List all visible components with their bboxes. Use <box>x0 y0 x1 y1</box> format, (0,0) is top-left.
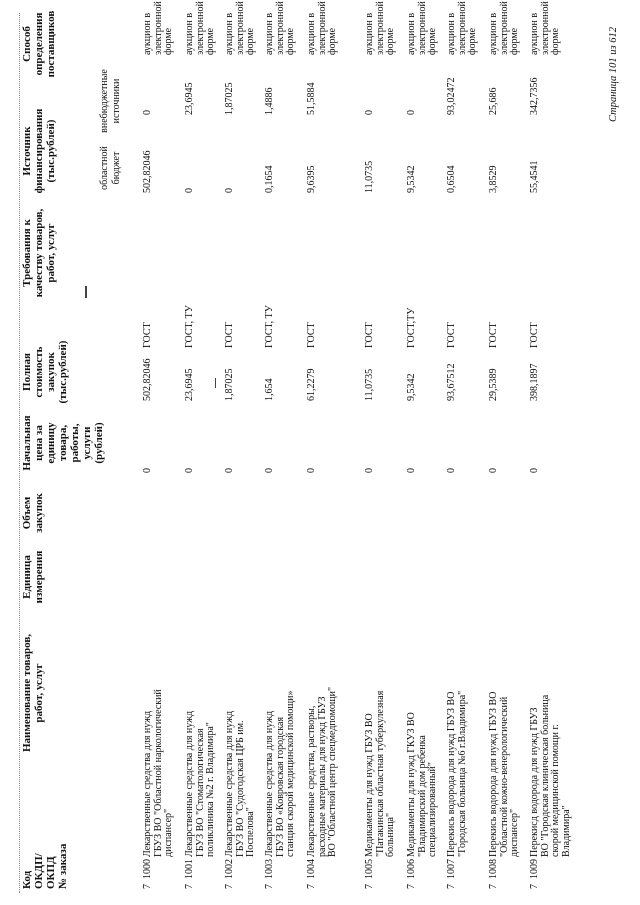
cell-item-name: Лекарственные средства для нужд ГБУЗ ВО "Судогодская ЦРБ им. Поспелова" <box>224 710 256 857</box>
cell-order-code: 1002 <box>224 859 235 879</box>
cell-procurement-method: аукцион в электронной форме <box>184 1 216 55</box>
cell-extra-budget: 51,5884 <box>306 82 317 115</box>
cell-procurement-method: аукцион в электронной форме <box>488 1 520 55</box>
header-volume: Объем закупок <box>21 493 45 533</box>
cell-unit-price: 0 <box>184 468 195 473</box>
rotated-document-page <box>15 1 625 893</box>
cell-order-code: 1001 <box>184 859 195 879</box>
header-unit-price: Начальная цена за единицу товара, работы, услуги (рублей) <box>21 415 105 471</box>
cell-extra-budget: 23,6945 <box>184 82 195 115</box>
scan-mark <box>85 286 87 298</box>
cell-regional-budget: 502,82046 <box>142 150 153 193</box>
cell-procurement-method: аукцион в электронной форме <box>142 1 174 55</box>
cell-row-number: 7 <box>364 884 375 889</box>
cell-unit-price: 0 <box>529 468 540 473</box>
table-row <box>184 1 216 893</box>
table-row <box>446 1 478 893</box>
cell-quality-requirements: ГОСТ <box>224 322 235 348</box>
cell-item-name: Перекись водорода для нужд ГБУЗ ВО "Областной кожно-венерологический диспансер" <box>488 691 520 857</box>
cell-unit-price: 0 <box>306 468 317 473</box>
cell-quality-requirements: ГОСТ <box>488 322 499 348</box>
header-unit: Единица измерения <box>21 550 45 604</box>
table-row <box>306 1 338 893</box>
cell-regional-budget: 0 <box>224 188 235 193</box>
cell-total-cost: 1,654 <box>264 378 275 401</box>
header-funding-regional: областной бюджет <box>99 146 122 190</box>
cell-procurement-method: аукцион в электронной форме <box>529 1 561 55</box>
header-code: Код ОКДП/ ОКПД № заказа <box>21 843 69 889</box>
table-row <box>224 1 256 893</box>
cell-procurement-method: аукцион в электронной форме <box>446 1 478 55</box>
header-requirements: Требования к качеству товаров, работ, услуг <box>21 208 57 298</box>
cell-regional-budget: 55,4541 <box>529 160 540 193</box>
cell-quality-requirements: ГОСТ <box>142 322 153 348</box>
cell-row-number: 7 <box>306 884 317 889</box>
cell-regional-budget: 0 <box>184 188 195 193</box>
header-total: Полная стоимость закупок (тыс.рублей) <box>21 340 69 404</box>
header-method: Способ определения поставщиков <box>21 10 57 78</box>
cell-extra-budget: 1,87025 <box>224 82 235 115</box>
table-row <box>406 1 438 893</box>
header-name: Наименование товаров, работ, услуг <box>21 633 45 753</box>
cell-item-name: Лекарственные средства, растворы, расходные материалы для нужд ГБУЗ ВО "Областной центр спецмедпомощи" <box>306 686 338 857</box>
cell-procurement-method: аукцион в электронной форме <box>306 1 338 55</box>
cell-total-cost: 23,6945 <box>184 368 195 401</box>
cell-procurement-method: аукцион в электронной форме <box>264 1 296 55</box>
cell-quality-requirements: ГОСТ <box>306 322 317 348</box>
cell-item-name: Лекарственные средства для нужд ГБУЗ ВО "Областной наркологический диспансер" <box>142 689 174 857</box>
cell-regional-budget: 11,0735 <box>364 160 375 193</box>
cell-row-number: 7 <box>488 884 499 889</box>
cell-quality-requirements: ГОСТ, ТУ <box>264 305 275 348</box>
cell-item-name: Лекарственные средства для нужд ГБУЗ ВО "Стоматологическая поликлиника №2 г. Владимира" <box>184 710 216 857</box>
cell-order-code: 1006 <box>406 859 417 879</box>
cell-extra-budget: 342,7356 <box>529 77 540 115</box>
cell-regional-budget: 0,6504 <box>446 165 457 193</box>
cell-row-number: 7 <box>224 884 235 889</box>
cell-order-code: 1007 <box>446 859 457 879</box>
cell-unit-price: 0 <box>142 468 153 473</box>
cell-total-cost: 93,67512 <box>446 363 457 401</box>
cell-extra-budget: 0 <box>364 110 375 115</box>
cell-quality-requirements: ГОСТ <box>529 322 540 348</box>
cell-order-code: 1005 <box>364 859 375 879</box>
cell-row-number: 7 <box>142 884 153 889</box>
cell-order-code: 1000 <box>142 859 153 879</box>
cell-total-cost: 1,87025 <box>224 368 235 401</box>
cell-total-cost: 398,1897 <box>529 363 540 401</box>
cell-regional-budget: 0,1654 <box>264 165 275 193</box>
cell-regional-budget: 9,5342 <box>406 165 417 193</box>
cell-order-code: 1004 <box>306 859 317 879</box>
cell-regional-budget: 3,8529 <box>488 165 499 193</box>
header-funding: Источник финансирования (тыс.рублей) <box>21 108 57 194</box>
scan-mark <box>215 378 216 388</box>
table-row <box>142 1 174 893</box>
cell-total-cost: 9,5342 <box>406 373 417 401</box>
cell-row-number: 7 <box>406 884 417 889</box>
cell-quality-requirements: ГОСТ <box>364 322 375 348</box>
cell-regional-budget: 9,6395 <box>306 165 317 193</box>
table-row <box>264 1 296 893</box>
cell-total-cost: 11,0735 <box>364 368 375 401</box>
cell-unit-price: 0 <box>224 468 235 473</box>
cell-row-number: 7 <box>184 884 195 889</box>
cell-extra-budget: 0 <box>406 110 417 115</box>
cell-item-name: Перекисд водорода для нужд ГБУЗ ВО "Городская клиническая больница скорой медицинской помощи г. Владимира" <box>529 694 572 857</box>
table-row <box>364 1 396 893</box>
cell-quality-requirements: ГОСТ,ТУ <box>406 307 417 348</box>
cell-order-code: 1008 <box>488 859 499 879</box>
cell-total-cost: 29,5389 <box>488 368 499 401</box>
table-row <box>529 1 572 893</box>
cell-item-name: Лекарственные средства для нужд ГБУЗ ВО «Ковровская городская станция скорой медицинской помощи» <box>264 690 296 857</box>
cell-row-number: 7 <box>264 884 275 889</box>
cell-extra-budget: 93,02472 <box>446 77 457 115</box>
cell-row-number: 7 <box>446 884 457 889</box>
cell-row-number: 7 <box>529 884 540 889</box>
cell-order-code: 1009 <box>529 859 540 879</box>
cell-unit-price: 0 <box>264 468 275 473</box>
table-row <box>488 1 520 893</box>
header-funding-extra: внебюджетные источники <box>99 69 122 133</box>
cell-procurement-method: аукцион в электронной форме <box>406 1 438 55</box>
cell-procurement-method: аукцион в электронной форме <box>224 1 256 55</box>
cell-item-name: Медикаменты для нужд ГКУЗ ВО "Владимирский дом ребенка специализированный" <box>406 712 438 857</box>
cell-item-name: Перекись водорода для нужд ГБУЗ ВО "Городская больница №6 г.Владимира" <box>446 690 468 857</box>
cell-procurement-method: аукцион в электронной форме <box>364 1 396 55</box>
page-footer: Страница 101 из 612 <box>608 27 619 123</box>
cell-extra-budget: 1,4886 <box>264 87 275 115</box>
cell-extra-budget: 25,686 <box>488 87 499 115</box>
cell-unit-price: 0 <box>364 468 375 473</box>
cell-quality-requirements: ГОСТ <box>446 322 457 348</box>
cell-total-cost: 502,82046 <box>142 358 153 401</box>
cell-unit-price: 0 <box>488 468 499 473</box>
cell-unit-price: 0 <box>406 468 417 473</box>
cell-unit-price: 0 <box>446 468 457 473</box>
cell-extra-budget: 0 <box>142 110 153 115</box>
cell-total-cost: 61,2279 <box>306 368 317 401</box>
cell-item-name: Медикаменты для нужд ГБУЗ ВО "Патакинская областная туберкулезная больница" <box>364 690 396 857</box>
cell-order-code: 1003 <box>264 859 275 879</box>
cell-quality-requirements: ГОСТ, ТУ <box>184 305 195 348</box>
